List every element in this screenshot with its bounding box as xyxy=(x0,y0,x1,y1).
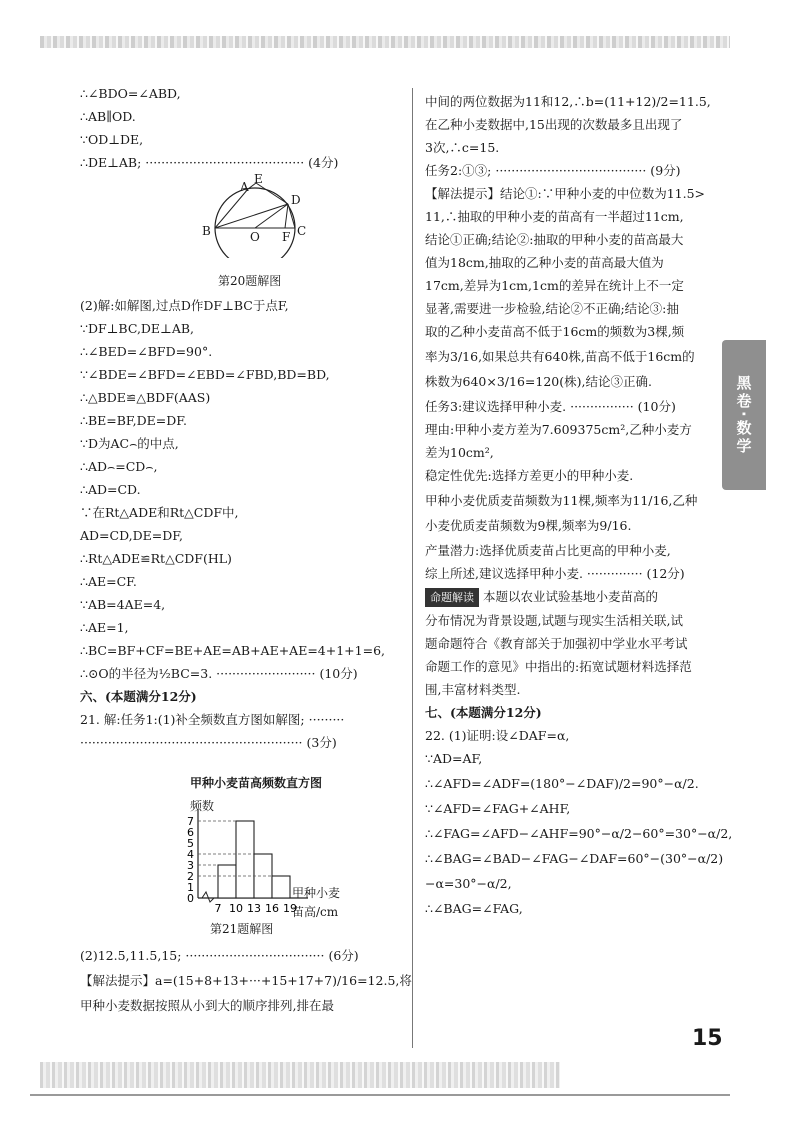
fig20-label-f: F xyxy=(282,230,291,244)
segment-od xyxy=(255,204,288,228)
y-tick-label: 4 xyxy=(187,848,194,861)
text-line: ∴AE=CF. xyxy=(80,574,137,589)
y-tick-label: 0 xyxy=(187,892,194,905)
text-line: (2)12.5,11.5,15; ··································· (6分) xyxy=(80,948,359,963)
text-line: ∴∠FAG=∠AFD−∠AHF=90°−α/2−60°=30°−α/2, xyxy=(425,826,733,841)
histogram-bar xyxy=(272,876,290,898)
y-tick-label: 6 xyxy=(187,826,194,839)
text-line: ∴BC=BF+CF=BE+AE=AB+AE+AE=4+1+1=6, xyxy=(80,643,386,658)
fig21-caption: 第21题解图 xyxy=(210,922,274,936)
analysis-text: 围,丰富材料类型. xyxy=(425,682,521,697)
text-line: 甲种小麦数据按照从小到大的顺序排列,排在最 xyxy=(80,998,334,1013)
segment-bd xyxy=(215,204,288,228)
text-line: 22. (1)证明:设∠DAF=α, xyxy=(425,728,570,743)
text-line: ························································ (3分) xyxy=(80,735,337,750)
text-line: ∴DE⊥AB; ········································ (4分) xyxy=(80,155,339,170)
bottom-scan-border xyxy=(40,1062,560,1088)
text-line: ∵AB=4AE=4, xyxy=(80,597,166,612)
text-line: 11,∴抽取的甲种小麦的苗高有一半超过11cm, xyxy=(425,209,684,224)
text-line: ∴∠BDO=∠ABD, xyxy=(80,86,181,101)
left-column-middle xyxy=(80,296,400,756)
fig21-ylabel: 频数 xyxy=(190,799,215,813)
x-tick-label: 10 xyxy=(229,902,243,914)
subject-side-tab: 黑卷·数学 xyxy=(722,340,766,490)
analysis-first-line xyxy=(425,587,715,607)
text-line: 株数为640×3/16=120(株),结论③正确. xyxy=(425,374,652,389)
text-line: 率为3/16,如果总共有640株,苗高不低于16cm的 xyxy=(425,349,695,364)
bottom-rule-line xyxy=(30,1094,730,1096)
analysis-text: 命题工作的意见》中指出的:拓宽试题材料选择范 xyxy=(425,659,692,674)
text-line: ∴⊙O的半径为½BC=3. ························· (10分) xyxy=(80,666,358,681)
text-line: 【解法提示】a=(15+8+13+···+15+17+7)/16=12.5,将 xyxy=(80,973,412,988)
text-line: (2)解:如解图,过点D作DF⊥BC于点F, xyxy=(80,298,289,313)
axis-break xyxy=(202,892,214,902)
text-line: ∴△BDE≌△BDF(AAS) xyxy=(80,390,211,405)
right-column xyxy=(425,92,733,922)
text-line: 3次,∴c=15. xyxy=(425,140,500,155)
y-tick-label: 2 xyxy=(187,870,194,883)
circle-o xyxy=(215,188,295,258)
fig20-label-d: D xyxy=(291,193,301,207)
segment-dc xyxy=(288,204,295,228)
analysis-text: 本题以农业试验基地小麦苗高的 xyxy=(483,589,659,604)
text-line: 任务3:建议选择甲种小麦. ················ (10分) xyxy=(425,399,676,414)
top-scan-border xyxy=(40,36,730,48)
text-line: 产量潜力:选择优质麦苗占比更高的甲种小麦, xyxy=(425,543,671,558)
text-line: ∴BE=BF,DE=DF. xyxy=(80,413,187,428)
left-column-bottom xyxy=(80,946,412,1019)
text-line: 取的乙种小麦苗高不低于16cm的频数为3棵,频 xyxy=(425,324,685,339)
text-line: ∴AD=CD. xyxy=(80,482,141,497)
figure-20-circle-diagram xyxy=(200,178,310,258)
y-tick-label: 1 xyxy=(187,881,194,894)
analysis-tag: 命题解读 xyxy=(425,588,479,607)
y-tick-label: 3 xyxy=(187,859,194,872)
text-line: 稳定性优先:选择方差更小的甲种小麦. xyxy=(425,468,634,483)
text-line: 甲种小麦优质麦苗频数为11棵,频率为11/16,乙种 xyxy=(425,493,698,508)
column-divider xyxy=(412,88,413,1048)
segment-df xyxy=(285,204,288,228)
text-line: 综上所述,建议选择甲种小麦. ·············· (12分) xyxy=(425,566,685,581)
y-tick-label: 7 xyxy=(187,815,194,828)
text-line: ∵OD⊥DE, xyxy=(80,132,144,147)
text-line: −α=30°−α/2, xyxy=(425,876,512,891)
text-line: ∴AD⌢=CD⌢, xyxy=(80,459,158,474)
text-line: ∵在Rt△ADE和Rt△CDF中, xyxy=(80,505,239,520)
x-tick-label: 13 xyxy=(247,902,261,914)
x-tick-label: 19 xyxy=(283,902,297,914)
fig20-label-o: O xyxy=(250,230,260,244)
text-line: ∵D为AC⌢的中点, xyxy=(80,436,179,451)
text-line: 在乙种小麦数据中,15出现的次数最多且出现了 xyxy=(425,117,683,132)
text-line: ∵∠BDE=∠BFD=∠EBD=∠FBD,BD=BD, xyxy=(80,367,330,382)
analysis-text: 分布情况为背景设题,试题与现实生活相关联,试 xyxy=(425,613,683,628)
text-line: 值为18cm,抽取的乙种小麦的苗高最大值为 xyxy=(425,255,664,270)
text-line: ∴∠BAG=∠BAD−∠FAG−∠DAF=60°−(30°−α/2) xyxy=(425,851,724,866)
fig20-label-e: E xyxy=(254,172,263,186)
analysis-text: 题命题符合《教育部关于加强初中学业水平考试 xyxy=(425,636,688,651)
histogram-bar xyxy=(218,865,236,898)
text-line: 任务2:①③; ······································ (9分) xyxy=(425,163,681,178)
segment-ed xyxy=(256,183,288,204)
text-line: ∴∠AFD=∠ADF=(180°−∠DAF)/2=90°−α/2. xyxy=(425,776,699,791)
text-line: ∵DF⊥BC,DE⊥AB, xyxy=(80,321,195,336)
section-heading: 六、(本题满分12分) xyxy=(80,689,197,704)
text-line: 中间的两位数据为11和12,∴b=(11+12)/2=11.5, xyxy=(425,94,711,109)
fig20-label-a: A xyxy=(240,180,249,194)
y-tick-label: 5 xyxy=(187,837,194,850)
fig20-caption: 第20题解图 xyxy=(218,274,282,288)
text-line: AD=CD,DE=DF, xyxy=(80,528,183,543)
fig21-title: 甲种小麦苗高频数直方图 xyxy=(190,776,323,790)
page-number: 15 xyxy=(692,1026,723,1051)
text-line: 17cm,差异为1cm,1cm的差异在统计上不一定 xyxy=(425,278,684,293)
text-line: 【解法提示】结论①:∵甲种小麦的中位数为11.5> xyxy=(425,186,706,201)
text-line: ∴AB∥OD. xyxy=(80,109,136,124)
text-line: 21. 解:任务1:(1)补全频数直方图如解图; ········· xyxy=(80,712,345,727)
text-line: ∴∠BED=∠BFD=90°. xyxy=(80,344,213,359)
text-line: 差为10cm², xyxy=(425,445,494,460)
text-line: ∴Rt△ADE≌Rt△CDF(HL) xyxy=(80,551,232,566)
left-column-top xyxy=(80,84,400,176)
text-line: ∴AE=1, xyxy=(80,620,129,635)
text-line: ∵AD=AF, xyxy=(425,751,483,766)
fig20-label-b: B xyxy=(202,224,211,238)
text-line: 显著,需要进一步检验,结论②不正确;结论③:抽 xyxy=(425,301,679,316)
x-tick-label: 16 xyxy=(265,902,279,914)
fig20-label-c: C xyxy=(297,224,307,238)
fig21-xlabel-line1: 甲种小麦 xyxy=(292,886,341,900)
text-line: 理由:甲种小麦方差为7.609375cm²,乙种小麦方 xyxy=(425,422,692,437)
x-tick-label: 7 xyxy=(214,902,222,914)
fig21-xlabel-line2: 苗高/cm xyxy=(292,905,339,919)
histogram-bar xyxy=(236,821,254,898)
text-line: 小麦优质麦苗频数为9棵,频率为9/16. xyxy=(425,518,632,533)
text-line: ∵∠AFD=∠FAG+∠AHF, xyxy=(425,801,571,816)
text-line: ∴∠BAG=∠FAG, xyxy=(425,901,523,916)
text-line: 结论①正确;结论②:抽取的甲种小麦的苗高最大 xyxy=(425,232,684,247)
section-heading: 七、(本题满分12分) xyxy=(425,705,542,720)
